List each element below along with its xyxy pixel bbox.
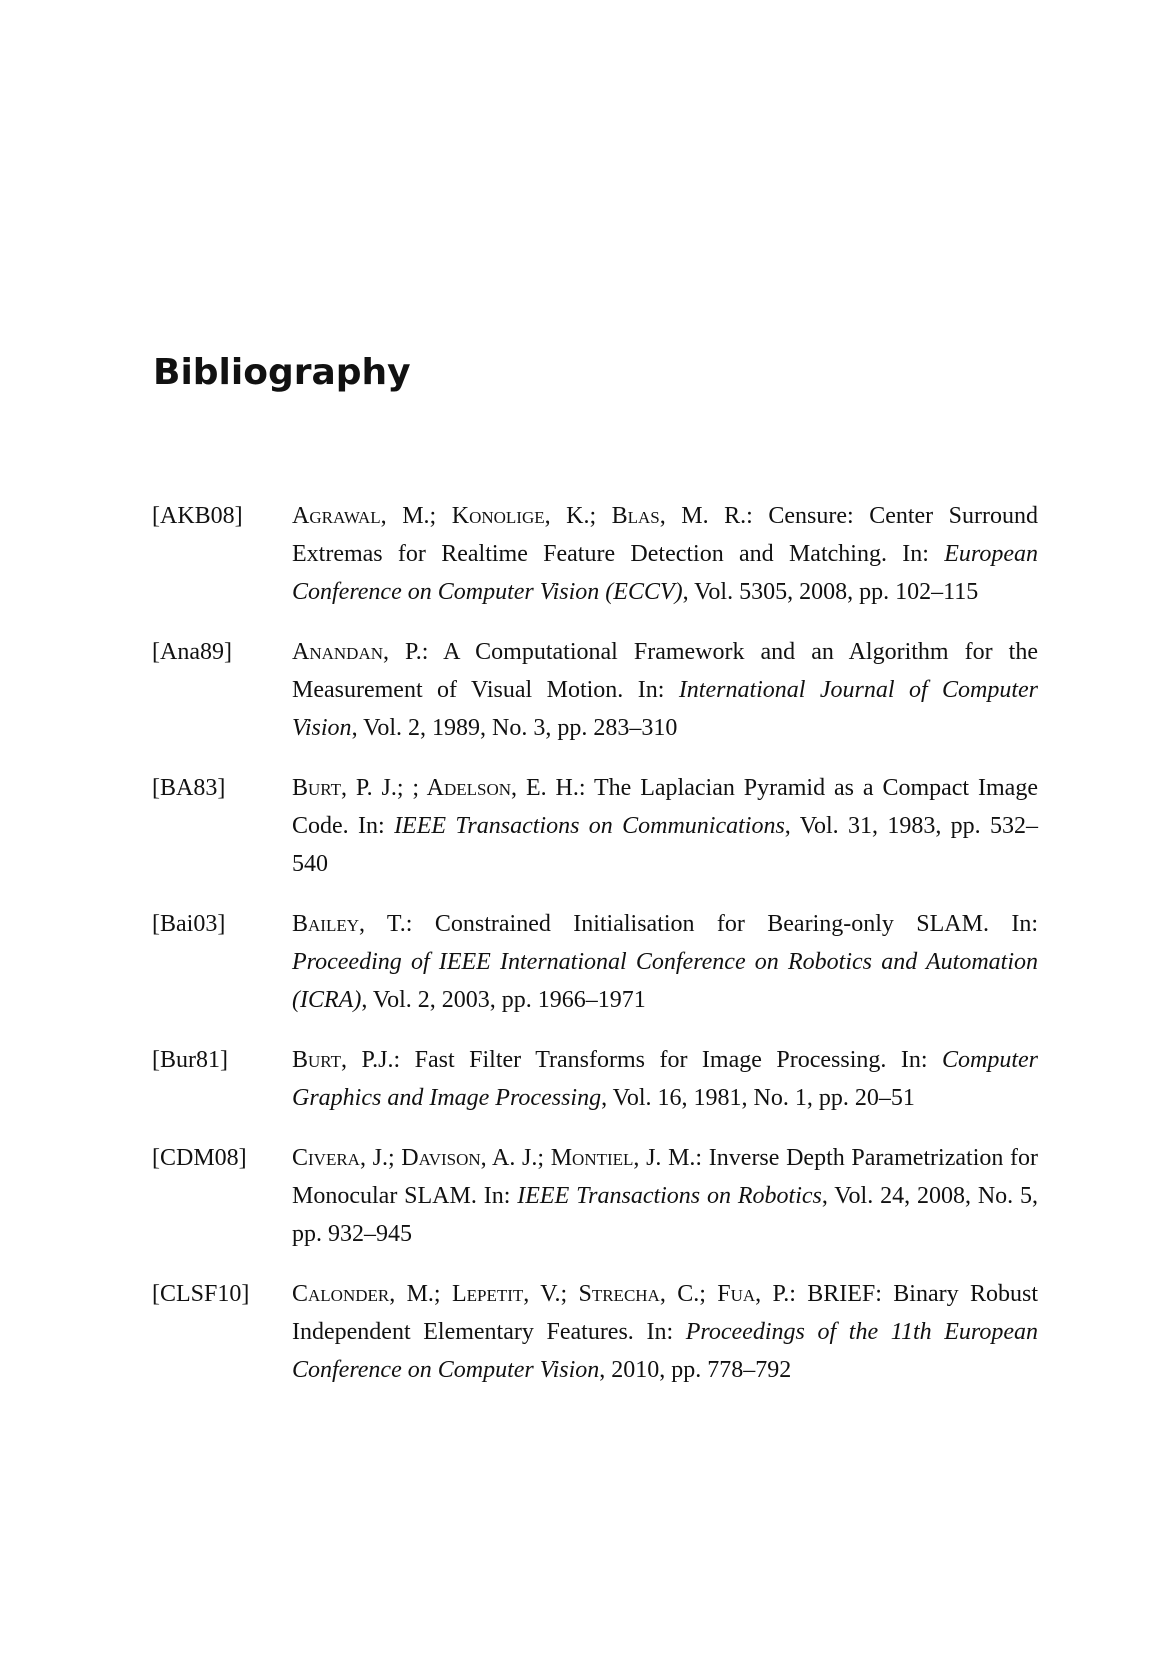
bib-authors: Burt, P. J.; ; Adelson, E. H.:	[292, 775, 586, 801]
bib-in-label: In:	[1011, 911, 1038, 937]
bib-authors: Bailey, T.:	[292, 911, 413, 937]
bib-body	[292, 1275, 1038, 1389]
bib-entry-ana89	[152, 633, 1038, 747]
bib-key: [Ana89]	[152, 639, 232, 665]
bib-details: , Vol. 5305, 2008, pp. 102–115	[682, 579, 979, 605]
bib-title: Fast Filter Transforms for Image Processing.	[414, 1047, 887, 1073]
bib-title: Constrained Initialisation for Bearing-only SLAM.	[434, 911, 989, 937]
bib-key: [BA83]	[152, 775, 226, 801]
bib-authors: Burt, P.J.:	[292, 1047, 401, 1073]
bib-entry-cdm08	[152, 1139, 1038, 1253]
bib-entry-bai03	[152, 905, 1038, 1019]
bib-details: , 2010, pp. 778–792	[599, 1357, 792, 1383]
bib-body	[292, 905, 1038, 1019]
bib-entry-ba83	[152, 769, 1038, 883]
bib-title: Inverse Depth Parametrization for Monocular SLAM.	[292, 1145, 1039, 1209]
bib-key: [CDM08]	[152, 1145, 247, 1171]
bib-authors: Agrawal, M.; Konolige, K.; Blas, M. R.:	[292, 503, 753, 529]
bib-details: , Vol. 2, 2003, pp. 1966–1971	[361, 987, 646, 1013]
bib-title: The Laplacian Pyramid as a Compact Image Code.	[292, 775, 1038, 839]
bib-venue: Proceedings of the 11th European Conference on Computer Vision	[292, 1319, 1039, 1383]
bib-key: [Bur81]	[152, 1047, 228, 1073]
bib-entry-clsf10	[152, 1275, 1038, 1389]
bib-in-label: In:	[483, 1183, 511, 1209]
bib-venue: International Journal of Computer Vision	[292, 677, 1039, 741]
bib-key: [CLSF10]	[152, 1281, 250, 1307]
bib-body	[292, 497, 1038, 611]
bib-in-label: In:	[902, 541, 929, 567]
bib-title: A Computational Framework and an Algorithm for the Measurement of Visual Motion.	[292, 639, 1038, 703]
bib-in-label: In:	[646, 1319, 674, 1345]
bib-title: Censure: Center Surround Extremas for Realtime Feature Detection and Matching.	[292, 503, 1039, 567]
bib-body	[292, 1139, 1038, 1253]
bib-key: [AKB08]	[152, 503, 243, 529]
bibliography-list	[152, 497, 1038, 1411]
bib-details: , Vol. 31, 1983, pp. 532–540	[292, 813, 1039, 877]
bib-details: , Vol. 24, 2008, No. 5, pp. 932–945	[292, 1183, 1039, 1247]
bib-in-label: In:	[900, 1047, 928, 1073]
bib-in-label: In:	[358, 813, 385, 839]
bib-details: , Vol. 16, 1981, No. 1, pp. 20–51	[601, 1085, 915, 1111]
bib-venue: Computer Graphics and Image Processing	[292, 1047, 1039, 1111]
bib-key: [Bai03]	[152, 911, 226, 937]
bib-body	[292, 1041, 1038, 1117]
bib-body	[292, 769, 1038, 883]
bib-authors: Anandan, P.:	[292, 639, 429, 665]
bib-venue: IEEE Transactions on Robotics	[517, 1183, 822, 1209]
bib-authors: Civera, J.; Davison, A. J.; Montiel, J. M.:	[292, 1145, 703, 1171]
bib-venue: Proceeding of IEEE International Conference on Robotics and Automation (ICRA)	[292, 949, 1038, 1013]
bib-venue: European Conference on Computer Vision (ECCV)	[292, 541, 1039, 605]
bib-in-label: In:	[637, 677, 665, 703]
bib-details: , Vol. 2, 1989, No. 3, pp. 283–310	[351, 715, 678, 741]
bib-venue: IEEE Transactions on Communications	[394, 813, 785, 839]
page-title: Bibliography	[153, 352, 411, 393]
bib-entry-bur81	[152, 1041, 1038, 1117]
bib-entry-akb08	[152, 497, 1038, 611]
bib-body	[292, 633, 1038, 747]
bib-authors: Calonder, M.; Lepetit, V.; Strecha, C.; Fua, P.:	[292, 1281, 796, 1307]
bib-title: BRIEF: Binary Robust Independent Elementary Features.	[292, 1281, 1039, 1345]
